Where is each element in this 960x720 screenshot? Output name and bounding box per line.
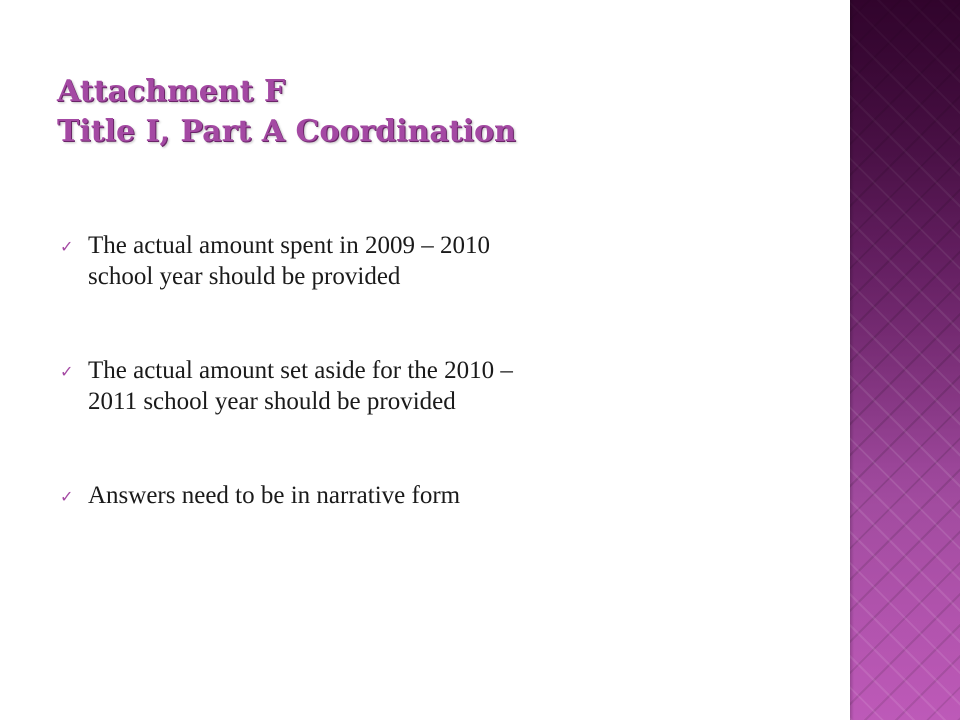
bullet-list — [60, 230, 820, 511]
checkmark-icon: ✓ — [60, 362, 74, 381]
slide-title — [57, 72, 817, 152]
bullet-item — [60, 355, 820, 417]
bullet-item — [60, 230, 820, 292]
bullet-1-line-1: The actual amount spent in 2009 – 2010 — [88, 232, 491, 259]
checkmark-icon: ✓ — [60, 237, 74, 256]
title-line-1: Attachment F — [57, 74, 286, 109]
side-band-shadow — [850, 0, 854, 720]
bullet-2-line-2: 2011 school year should be provided — [88, 388, 456, 415]
bullet-2-line-1: The actual amount set aside for the 2010 – — [88, 357, 513, 384]
bullet-3-line-1: Answers need to be in narrative form — [88, 482, 461, 509]
decorative-side-band — [850, 0, 960, 720]
checkmark-icon: ✓ — [60, 487, 74, 506]
title-line-2: Title I, Part A Coordination — [57, 114, 516, 149]
bullet-1-line-2: school year should be provided — [88, 263, 401, 290]
bullet-item — [60, 480, 820, 511]
